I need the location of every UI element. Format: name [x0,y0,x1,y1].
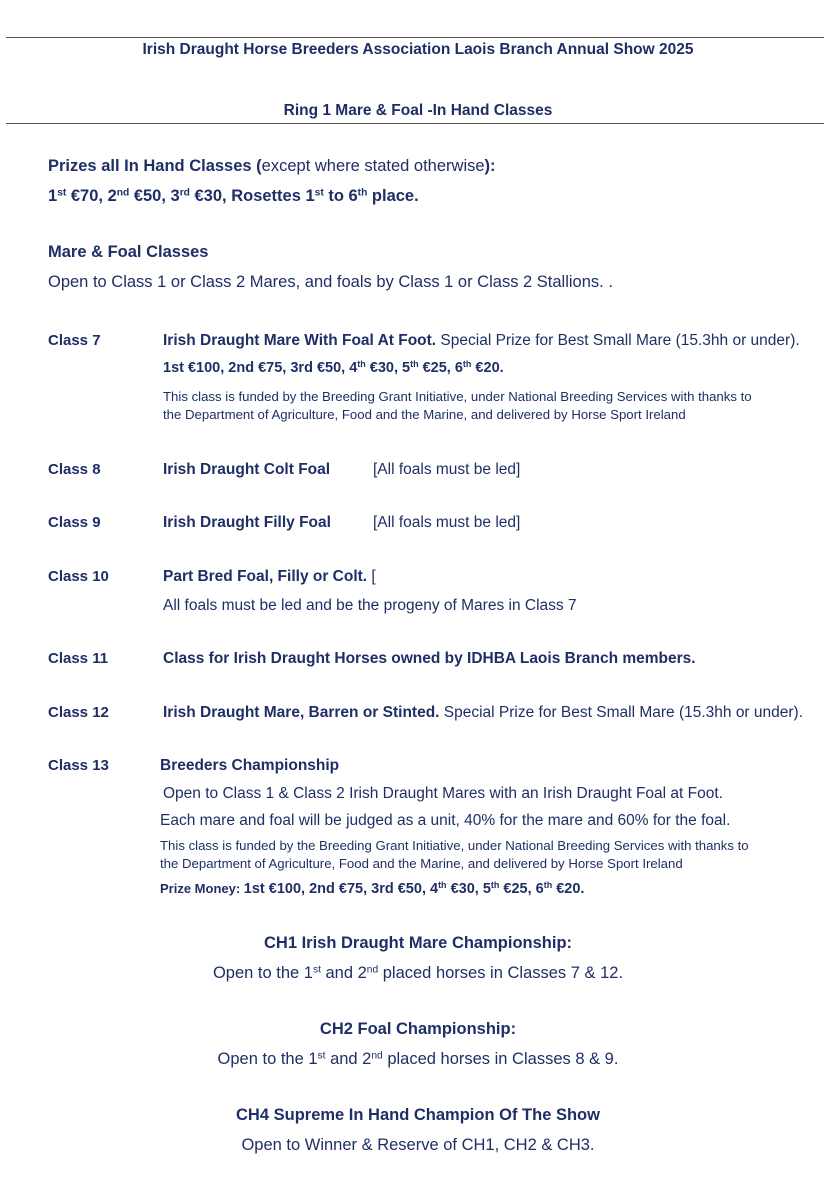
class-13-title: Breeders Championship [160,757,340,774]
superscript: st [314,187,324,199]
prizes-line [48,187,419,206]
text-run: placed horses in Classes 8 & 9. [382,1050,619,1068]
class-12-special: Special Prize for Best Small Mare (15.3hh or under). [439,704,804,721]
superscript: nd [116,187,130,199]
text-run: €30, 5 [446,881,491,897]
class-9-label: Class 9 [48,514,101,531]
class-13-line-1: Open to Class 1 & Class 2 Irish Draught Mares with an Irish Draught Foal at Foot. [163,785,723,802]
superscript: th [462,359,472,370]
text-run: and 2 [325,1050,372,1068]
prizes-heading [48,157,496,176]
ch4-title: CH4 Supreme In Hand Champion Of The Show [236,1106,600,1124]
class-7-title-line [163,332,800,350]
superscript: th [438,880,447,891]
mare-foal-eligibility: Open to Class 1 or Class 2 Mares, and foals by Class 1 or Class 2 Stallions. . [48,273,613,291]
superscript: st [317,1050,326,1062]
prizes-heading-text: Prizes all In Hand Classes ( [48,157,262,175]
document-subtitle: Ring 1 Mare & Foal -In Hand Classes [283,102,553,119]
ch1-title: CH1 Irish Draught Mare Championship: [263,934,573,952]
class-12-title-line [163,704,803,722]
subtitle-rule [6,123,824,124]
superscript: rd [179,187,190,199]
prizes-heading-end: ): [484,157,496,175]
prizes-exception: except where stated otherwise [261,157,485,175]
ch4-text: Open to Winner & Reserve of CH1, CH2 & CH3. [241,1136,595,1154]
superscript: st [312,964,321,976]
superscript: th [543,880,553,891]
class-8-note: [All foals must be led] [373,461,521,478]
text-run: €25, 6 [499,881,544,897]
mare-foal-heading: Mare & Foal Classes [48,243,209,261]
text-run: Open to the 1 [217,1050,318,1068]
class-8-label: Class 8 [48,461,101,478]
class-10-title: Part Bred Foal, Filly or Colt. [163,568,368,585]
ch2-title: CH2 Foal Championship: [319,1020,517,1038]
text-run: and 2 [320,964,367,982]
class-10-bracket: [ [367,568,376,585]
text-run: 1 [48,187,58,205]
text-run: €30, Rosettes 1 [189,187,315,205]
superscript: th [490,880,500,891]
class-9-title: Irish Draught Filly Foal [163,514,331,531]
class-13-prize-label: Prize Money: [160,881,244,896]
superscript: nd [371,1050,383,1062]
class-10-title-line [163,568,376,586]
class-9-note: [All foals must be led] [373,514,521,531]
text-run: to 6 [323,187,358,205]
text-run: €20. [552,881,585,897]
text-run: placed horses in Classes 7 & 12. [378,964,624,982]
class-13-prize-money [160,881,584,897]
top-rule [6,37,824,38]
text-run: Open to the 1 [212,964,313,982]
text-run: €30, 5 [365,360,411,376]
class-12-label: Class 12 [48,704,109,721]
class-12-title: Irish Draught Mare, Barren or Stinted. [163,704,440,721]
class-7-special: Special Prize for Best Small Mare (15.3hh or under). [436,332,800,349]
class-7-label: Class 7 [48,332,101,349]
class-7-funding-2: the Department of Agriculture, Food and the Marine, and delivered by Horse Sport Ireland [163,407,686,422]
superscript: th [410,359,419,370]
text-run: place. [367,187,419,205]
class-13-label: Class 13 [48,757,109,774]
superscript: nd [366,964,379,976]
class-7-prizes [163,360,504,376]
class-7-title: Irish Draught Mare With Foal At Foot. [163,332,437,349]
class-8-title: Irish Draught Colt Foal [163,461,331,478]
text-run: €50, 3 [129,187,180,205]
class-11-title: Class for Irish Draught Horses owned by IDHBA Laois Branch members. [163,650,696,667]
document-title: Irish Draught Horse Breeders Association Laois Branch Annual Show 2025 [142,41,694,58]
class-10-note: All foals must be led and be the progeny of Mares in Class 7 [163,597,577,614]
class-13-funding-2: the Department of Agriculture, Food and the Marine, and delivered by Horse Sport Ireland [160,856,683,871]
text-run: €70, 2 [66,187,117,205]
superscript: th [357,359,366,370]
superscript: th [357,187,368,199]
text-run: 1st €100, 2nd €75, 3rd €50, 4 [163,360,358,376]
class-13-line-2: Each mare and foal will be judged as a unit, 40% for the mare and 60% for the foal. [160,812,731,829]
class-7-funding-1: This class is funded by the Breeding Grant Initiative, under National Breeding Services with thanks to [163,389,752,404]
superscript: st [57,187,67,199]
class-11-label: Class 11 [48,650,109,667]
ch2-text [0,1050,836,1069]
text-run: €25, 6 [418,360,463,376]
class-10-label: Class 10 [48,568,109,585]
text-run: €20. [471,360,504,376]
ch1-text [0,964,836,983]
class-13-funding-1: This class is funded by the Breeding Grant Initiative, under National Breeding Services with thanks to [160,838,749,853]
class-13-prizes [244,881,585,897]
text-run: 1st €100, 2nd €75, 3rd €50, 4 [243,881,439,897]
